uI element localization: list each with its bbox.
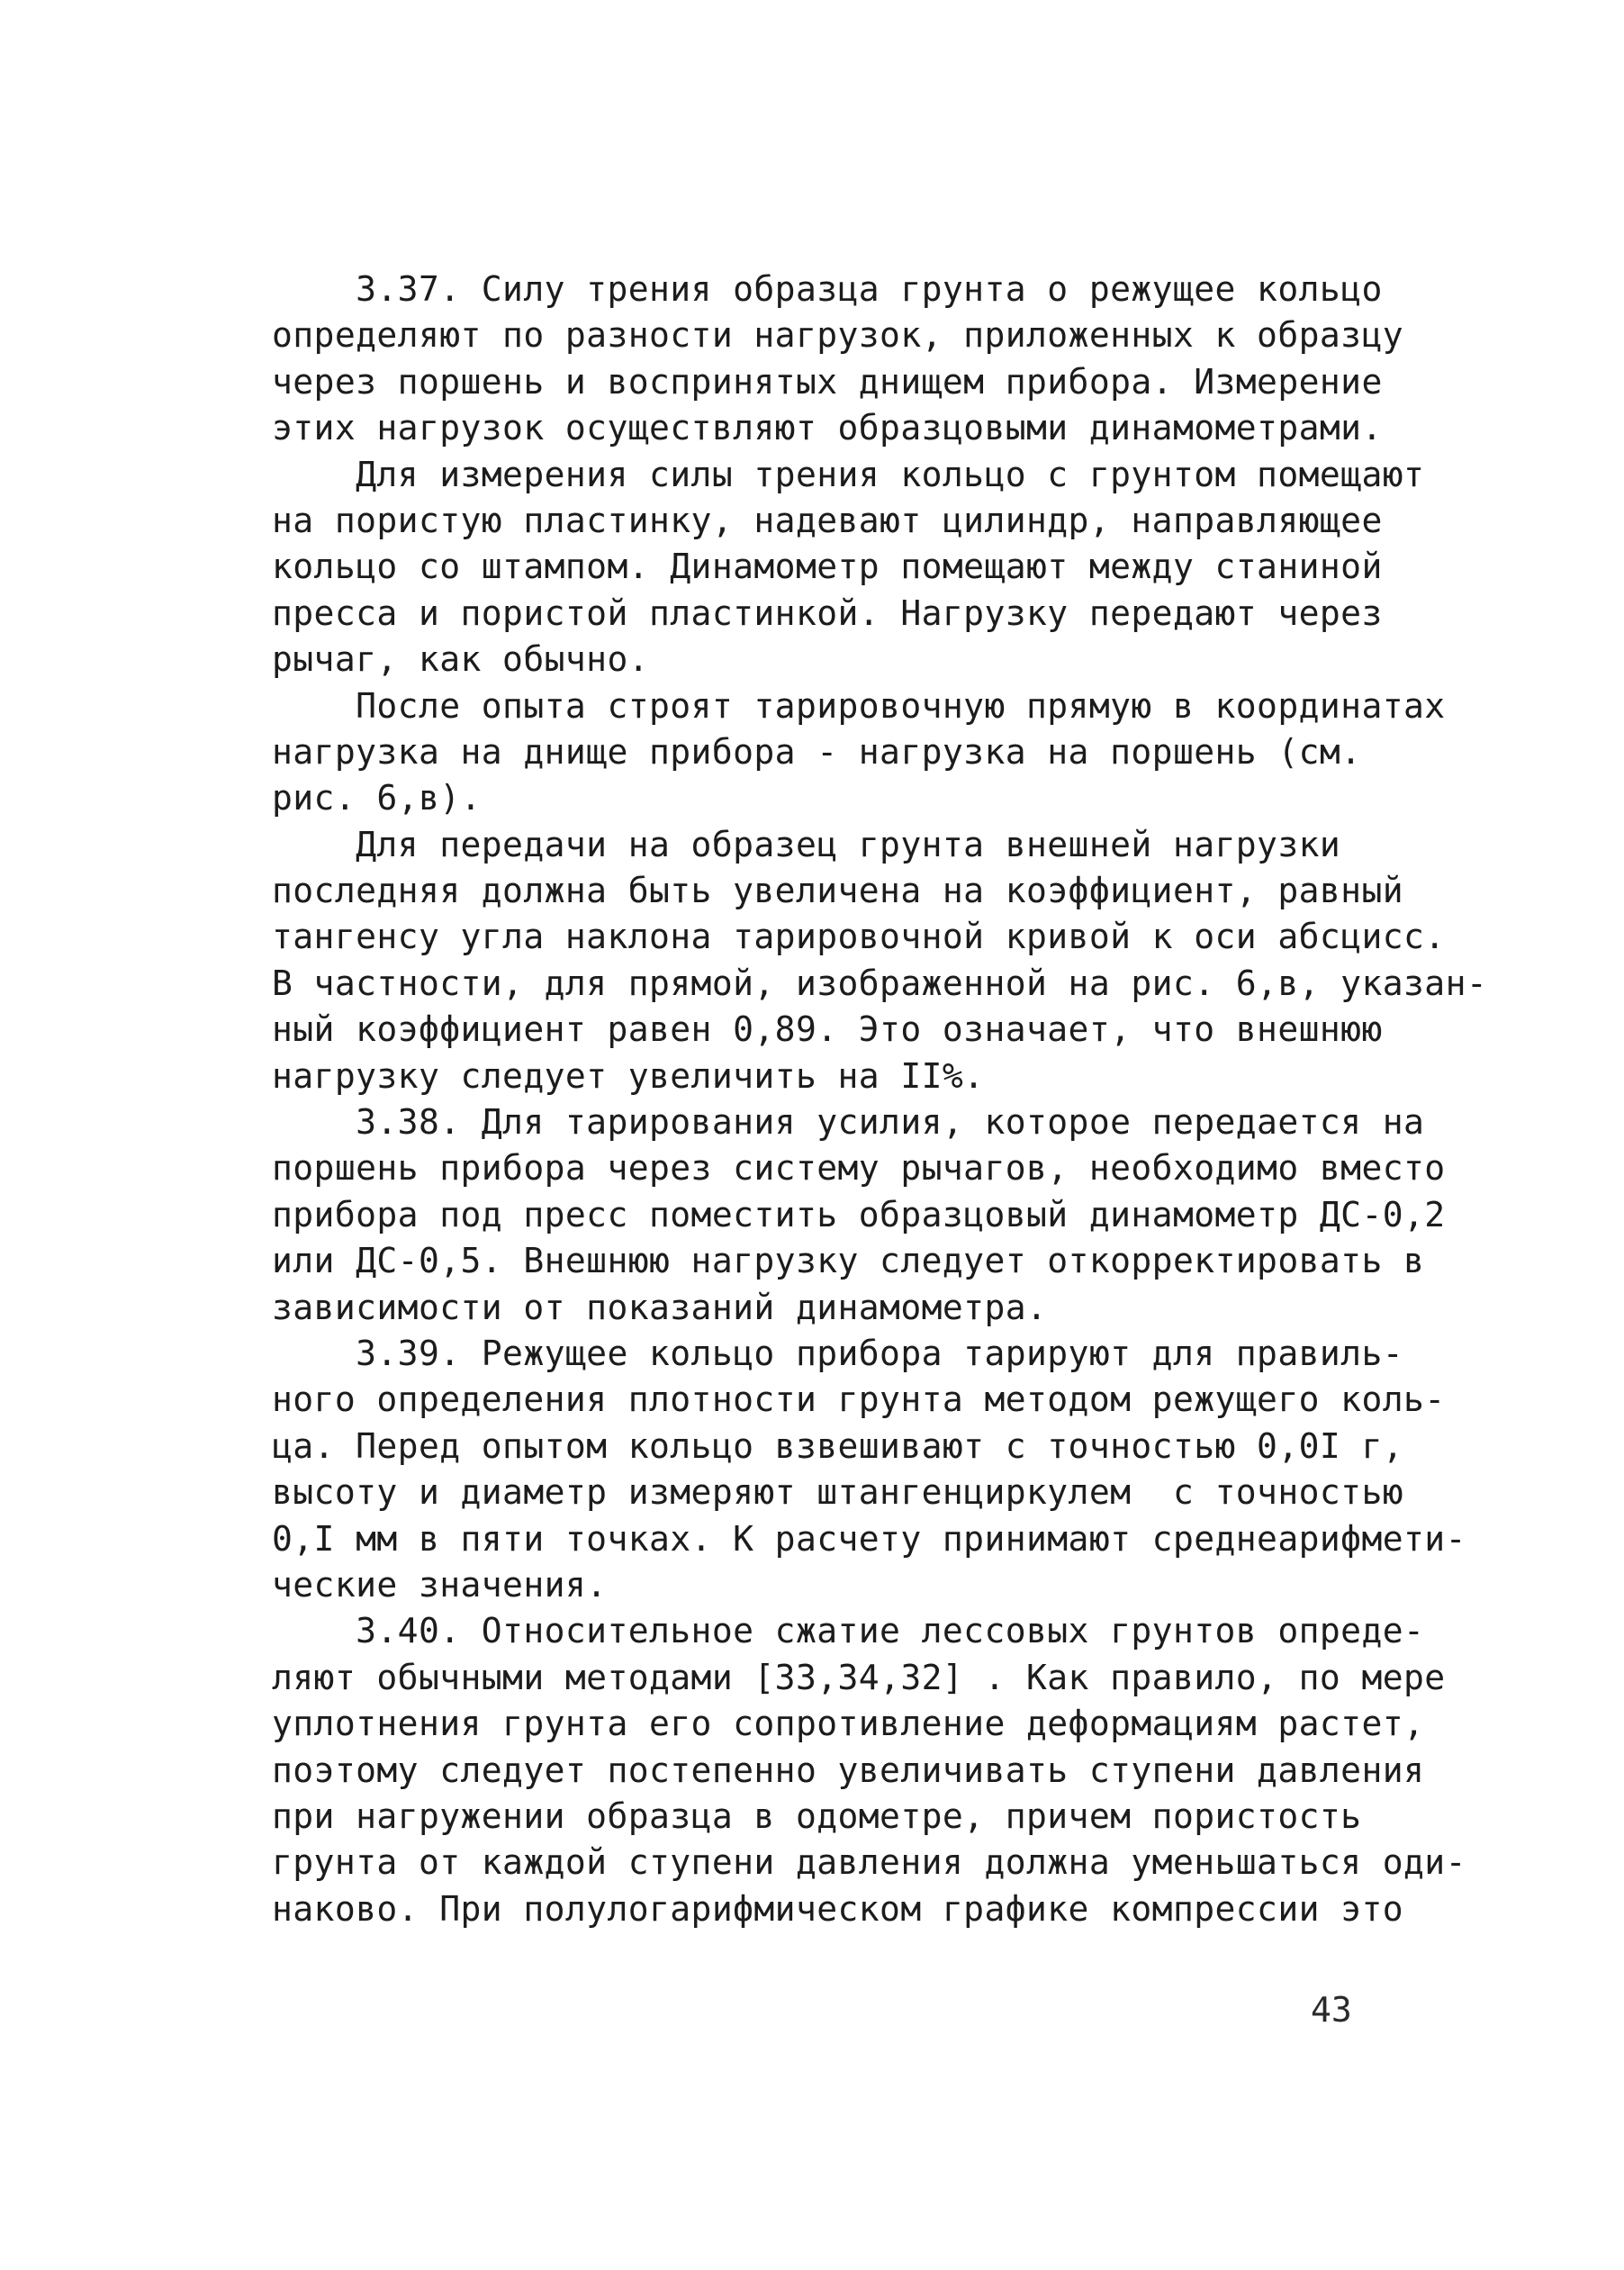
text-line: зависимости от показаний динамометра. [272,1287,1048,1327]
text-line: этих нагрузок осуществляют образцовыми динамометрами. [272,408,1383,448]
text-line: 0,I мм в пяти точках. К расчету принимают среднеарифмети- [272,1518,1466,1559]
text-line: прибора под пресс поместить образцовый динамометр ДС-0,2 [272,1194,1446,1234]
text-line: 3.39. Режущее кольцо прибора тарируют для правиль- [272,1333,1404,1373]
text-line: После опыта строят тарировочную прямую в координатах [272,685,1446,726]
text-line: грунта от каждой ступени давления должна уменьшаться оди- [272,1842,1466,1883]
text-line: 3.37. Силу трения образца грунта о режущее кольцо [272,269,1383,309]
text-line: ляют обычными методами [33,34,32] . Как правило, по мере [272,1657,1446,1697]
body-text [272,267,1488,1932]
text-line: ного определения плотности грунта методом режущего коль- [272,1379,1446,1420]
text-line: поршень прибора через систему рычагов, необходимо вместо [272,1148,1446,1189]
text-line: тангенсу угла наклона тарировочной кривой к оси абсцисс. [272,917,1446,957]
text-line: ный коэффициент равен 0,89. Это означает, что внешнюю [272,1009,1383,1050]
text-line: ца. Перед опытом кольцо взвешивают с точностью 0,0I г, [272,1425,1404,1466]
text-line: В частности, для прямой, изображенной на рис. 6,в, указан- [272,963,1488,1003]
text-line: рис. 6,в). [272,778,482,818]
text-line: на пористую пластинку, надевают цилиндр, направляющее [272,500,1383,540]
text-line: определяют по разности нагрузок, приложенных к образцу [272,315,1404,356]
text-line: последняя должна быть увеличена на коэффициент, равный [272,871,1404,911]
text-line: пресса и пористой пластинкой. Нагрузку передают через [272,592,1383,633]
page-number: 43 [1311,1990,1352,2030]
text-line: поэтому следует постепенно увеличивать ступени давления [272,1750,1425,1790]
text-line: 3.40. Относительное сжатие лессовых грунтов опреде- [272,1611,1425,1651]
text-line: или ДС-0,5. Внешнюю нагрузку следует откорректировать в [272,1241,1425,1281]
text-line: кольцо со штампом. Динамометр помещают между станиной [272,547,1383,587]
text-line: уплотнения грунта его сопротивление деформациям растет, [272,1704,1425,1744]
text-line: рычаг, как обычно. [272,639,650,680]
text-line: Для передачи на образец грунта внешней нагрузки [272,824,1341,864]
text-line: нагрузку следует увеличить на II%. [272,1055,985,1096]
text-line: через поршень и воспринятых днищем прибора. Измерение [272,361,1383,402]
text-line: ческие значения. [272,1564,608,1605]
text-line: Для измерения силы трения кольцо с грунтом помещают [272,454,1425,494]
text-line: высоту и диаметр измеряют штангенциркулем с точностью [272,1472,1404,1513]
text-line: при нагружении образца в одометре, причем пористость [272,1795,1362,1836]
text-line: 3.38. Для тарирования усилия, которое передается на [272,1102,1425,1143]
text-line: наково. При полулогарифмическом графике компрессии это [272,1888,1404,1929]
text-line: нагрузка на днище прибора - нагрузка на поршень (см. [272,731,1362,772]
